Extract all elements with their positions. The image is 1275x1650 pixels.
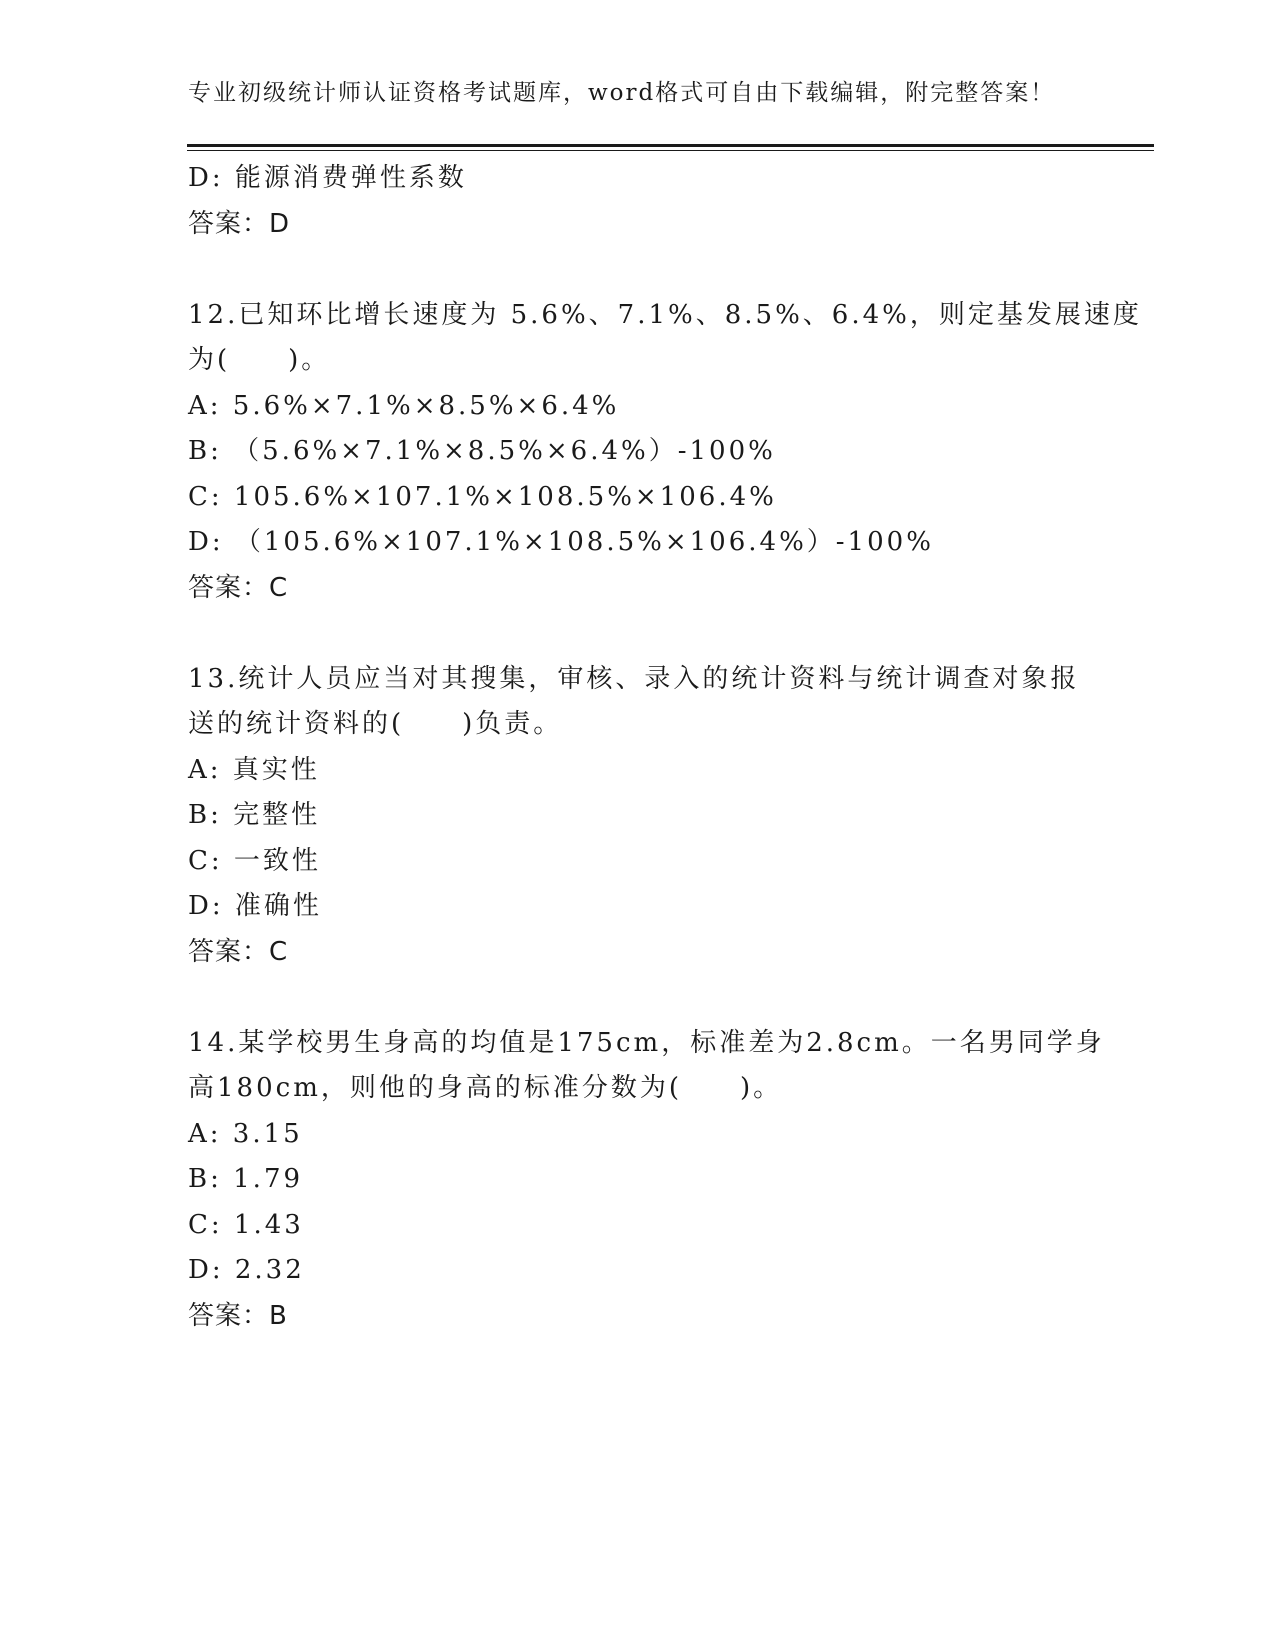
prev-question-option-d: D: 能源消费弹性系数: [188, 163, 467, 193]
prev-question-answer: 答案：D: [188, 208, 291, 239]
page-header: 专业初级统计师认证资格考试题库，word格式可自由下载编辑，附完整答案！: [188, 80, 1056, 106]
question-14: [188, 1021, 1105, 1340]
spacer: [188, 611, 1088, 657]
question-stem-line: 12.已知环比增长速度为 5.6%、7.1%、8.5%、6.4%，则定基发展速度: [188, 299, 1142, 330]
header-rule-thin: [187, 150, 1154, 151]
option-d: D: 准确性: [188, 891, 322, 921]
header-rule-thick: [187, 144, 1154, 147]
question-stem-line: 13.统计人员应当对其搜集，审核、录入的统计资料与统计调查对象报: [188, 663, 1080, 694]
question-12: [188, 293, 1142, 612]
option-c: C: 105.6%×107.1%×108.5%×106.4%: [188, 481, 777, 512]
answer: 答案：C: [188, 936, 289, 967]
option-b: B: 1.79: [188, 1164, 304, 1194]
spacer: [188, 247, 1088, 293]
option-c: C: 一致性: [188, 845, 321, 876]
answer: 答案：C: [188, 572, 289, 603]
option-a: A: 3.15: [188, 1118, 303, 1149]
option-c: C: 1.43: [188, 1209, 304, 1240]
question-13: [188, 657, 1088, 976]
option-d: D: 2.32: [188, 1255, 305, 1285]
option-a: A: 5.6%×7.1%×8.5%×6.4%: [188, 390, 620, 421]
option-b: B: 完整性: [188, 800, 321, 830]
question-content: [188, 156, 1142, 1339]
question-stem-line: 为( )。: [188, 345, 331, 375]
spacer: [188, 975, 1088, 1021]
question-stem-line: 14.某学校男生身高的均值是175cm，标准差为2.8cm。一名男同学身: [188, 1027, 1105, 1058]
option-d: D: （105.6%×107.1%×108.5%×106.4%）-100%: [188, 527, 934, 557]
option-b: B: （5.6%×7.1%×8.5%×6.4%）-100%: [188, 436, 776, 466]
option-a: A: 真实性: [188, 754, 320, 785]
question-stem-line: 高180cm，则他的身高的标准分数为( )。: [188, 1073, 783, 1103]
question-stem-line: 送的统计资料的( )负责。: [188, 709, 563, 739]
answer: 答案：B: [188, 1300, 288, 1331]
